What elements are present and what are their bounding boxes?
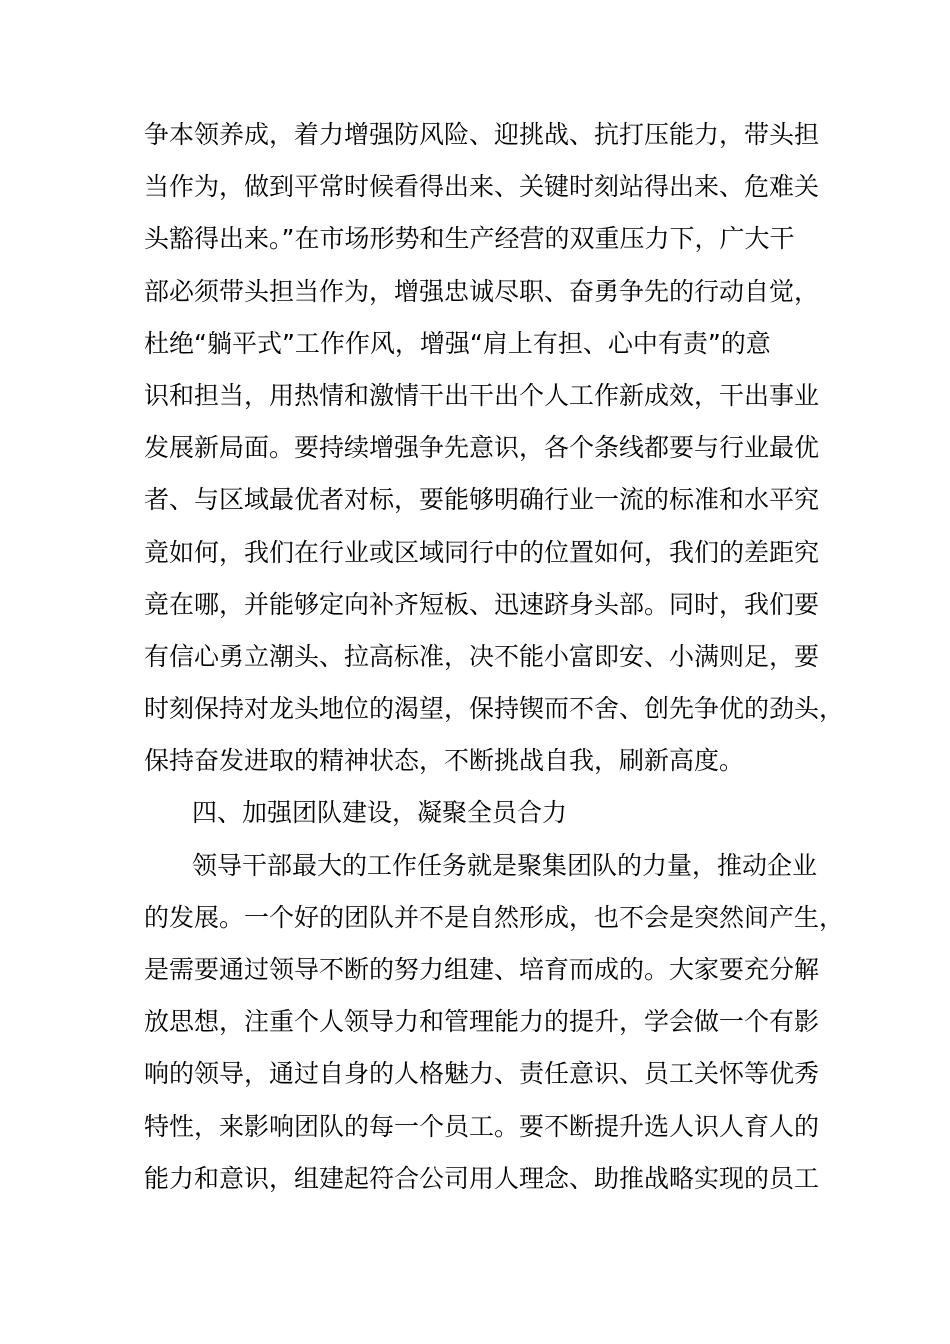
- text-line: 争本领养成，着力增强防风险、迎挑战、抗打压能力，带头担: [144, 120, 820, 149]
- text-line: 能力和意识，组建起符合公司用人理念、助推战略实现的员工: [144, 1163, 820, 1193]
- text-line: 时刻保持对龙头地位的渴望，保持锲而不舍、创先争优的劲头，: [144, 694, 845, 724]
- text-line: 部必须带头担当作为，增强忠诚尽职、奋勇争先的行动自觉，: [144, 276, 820, 306]
- text-line: 发展新局面。要持续增强争先意识，各个条线都要与行业最优: [144, 433, 820, 463]
- text-line: 杜绝“躺平式”工作作风，增强“肩上有担、心中有责”的意: [144, 328, 771, 358]
- text-line: 是需要通过领导不断的努力组建、培育而成的。大家要充分解: [144, 955, 820, 984]
- text-line: 保持奋发进取的精神状态，不断挑战自我，刷新高度。: [144, 746, 745, 776]
- text-line: 当作为，做到平常时候看得出来、关键时刻站得出来、危难关: [144, 172, 820, 202]
- text-line: 的发展。一个好的团队并不是自然形成，也不会是突然间产生，: [144, 902, 845, 932]
- text-line: 放思想，注重个人领导力和管理能力的提升，学会做一个有影: [144, 1007, 820, 1037]
- text-line: 有信心勇立潮头、拉高标准，决不能小富即安、小满则足，要: [144, 641, 820, 671]
- body-text: [144, 109, 845, 1205]
- text-line: 竟在哪，并能够定向补齐短板、迅速跻身头部。同时，我们要: [144, 589, 820, 619]
- text-line: 竟如何，我们在行业或区域同行中的位置如何，我们的差距究: [144, 537, 820, 567]
- text-line: 特性，来影响团队的每一个员工。要不断提升选人识人育人的: [144, 1111, 820, 1141]
- text-line: 者、与区域最优者对标，要能够明确行业一流的标准和水平究: [144, 485, 820, 515]
- section-heading: 四、加强团队建设，凝聚全员合力: [192, 798, 568, 828]
- text-line: 领导干部最大的工作任务就是聚集团队的力量，推动企业: [192, 850, 818, 880]
- text-line: 头豁得出来。”在市场形势和生产经营的双重压力下，广大干: [144, 224, 795, 254]
- text-line: 响的领导，通过自身的人格魅力、责任意识、员工关怀等优秀: [144, 1059, 820, 1089]
- text-line: 识和担当，用热情和激情干出干出个人工作新成效，干出事业: [144, 380, 820, 410]
